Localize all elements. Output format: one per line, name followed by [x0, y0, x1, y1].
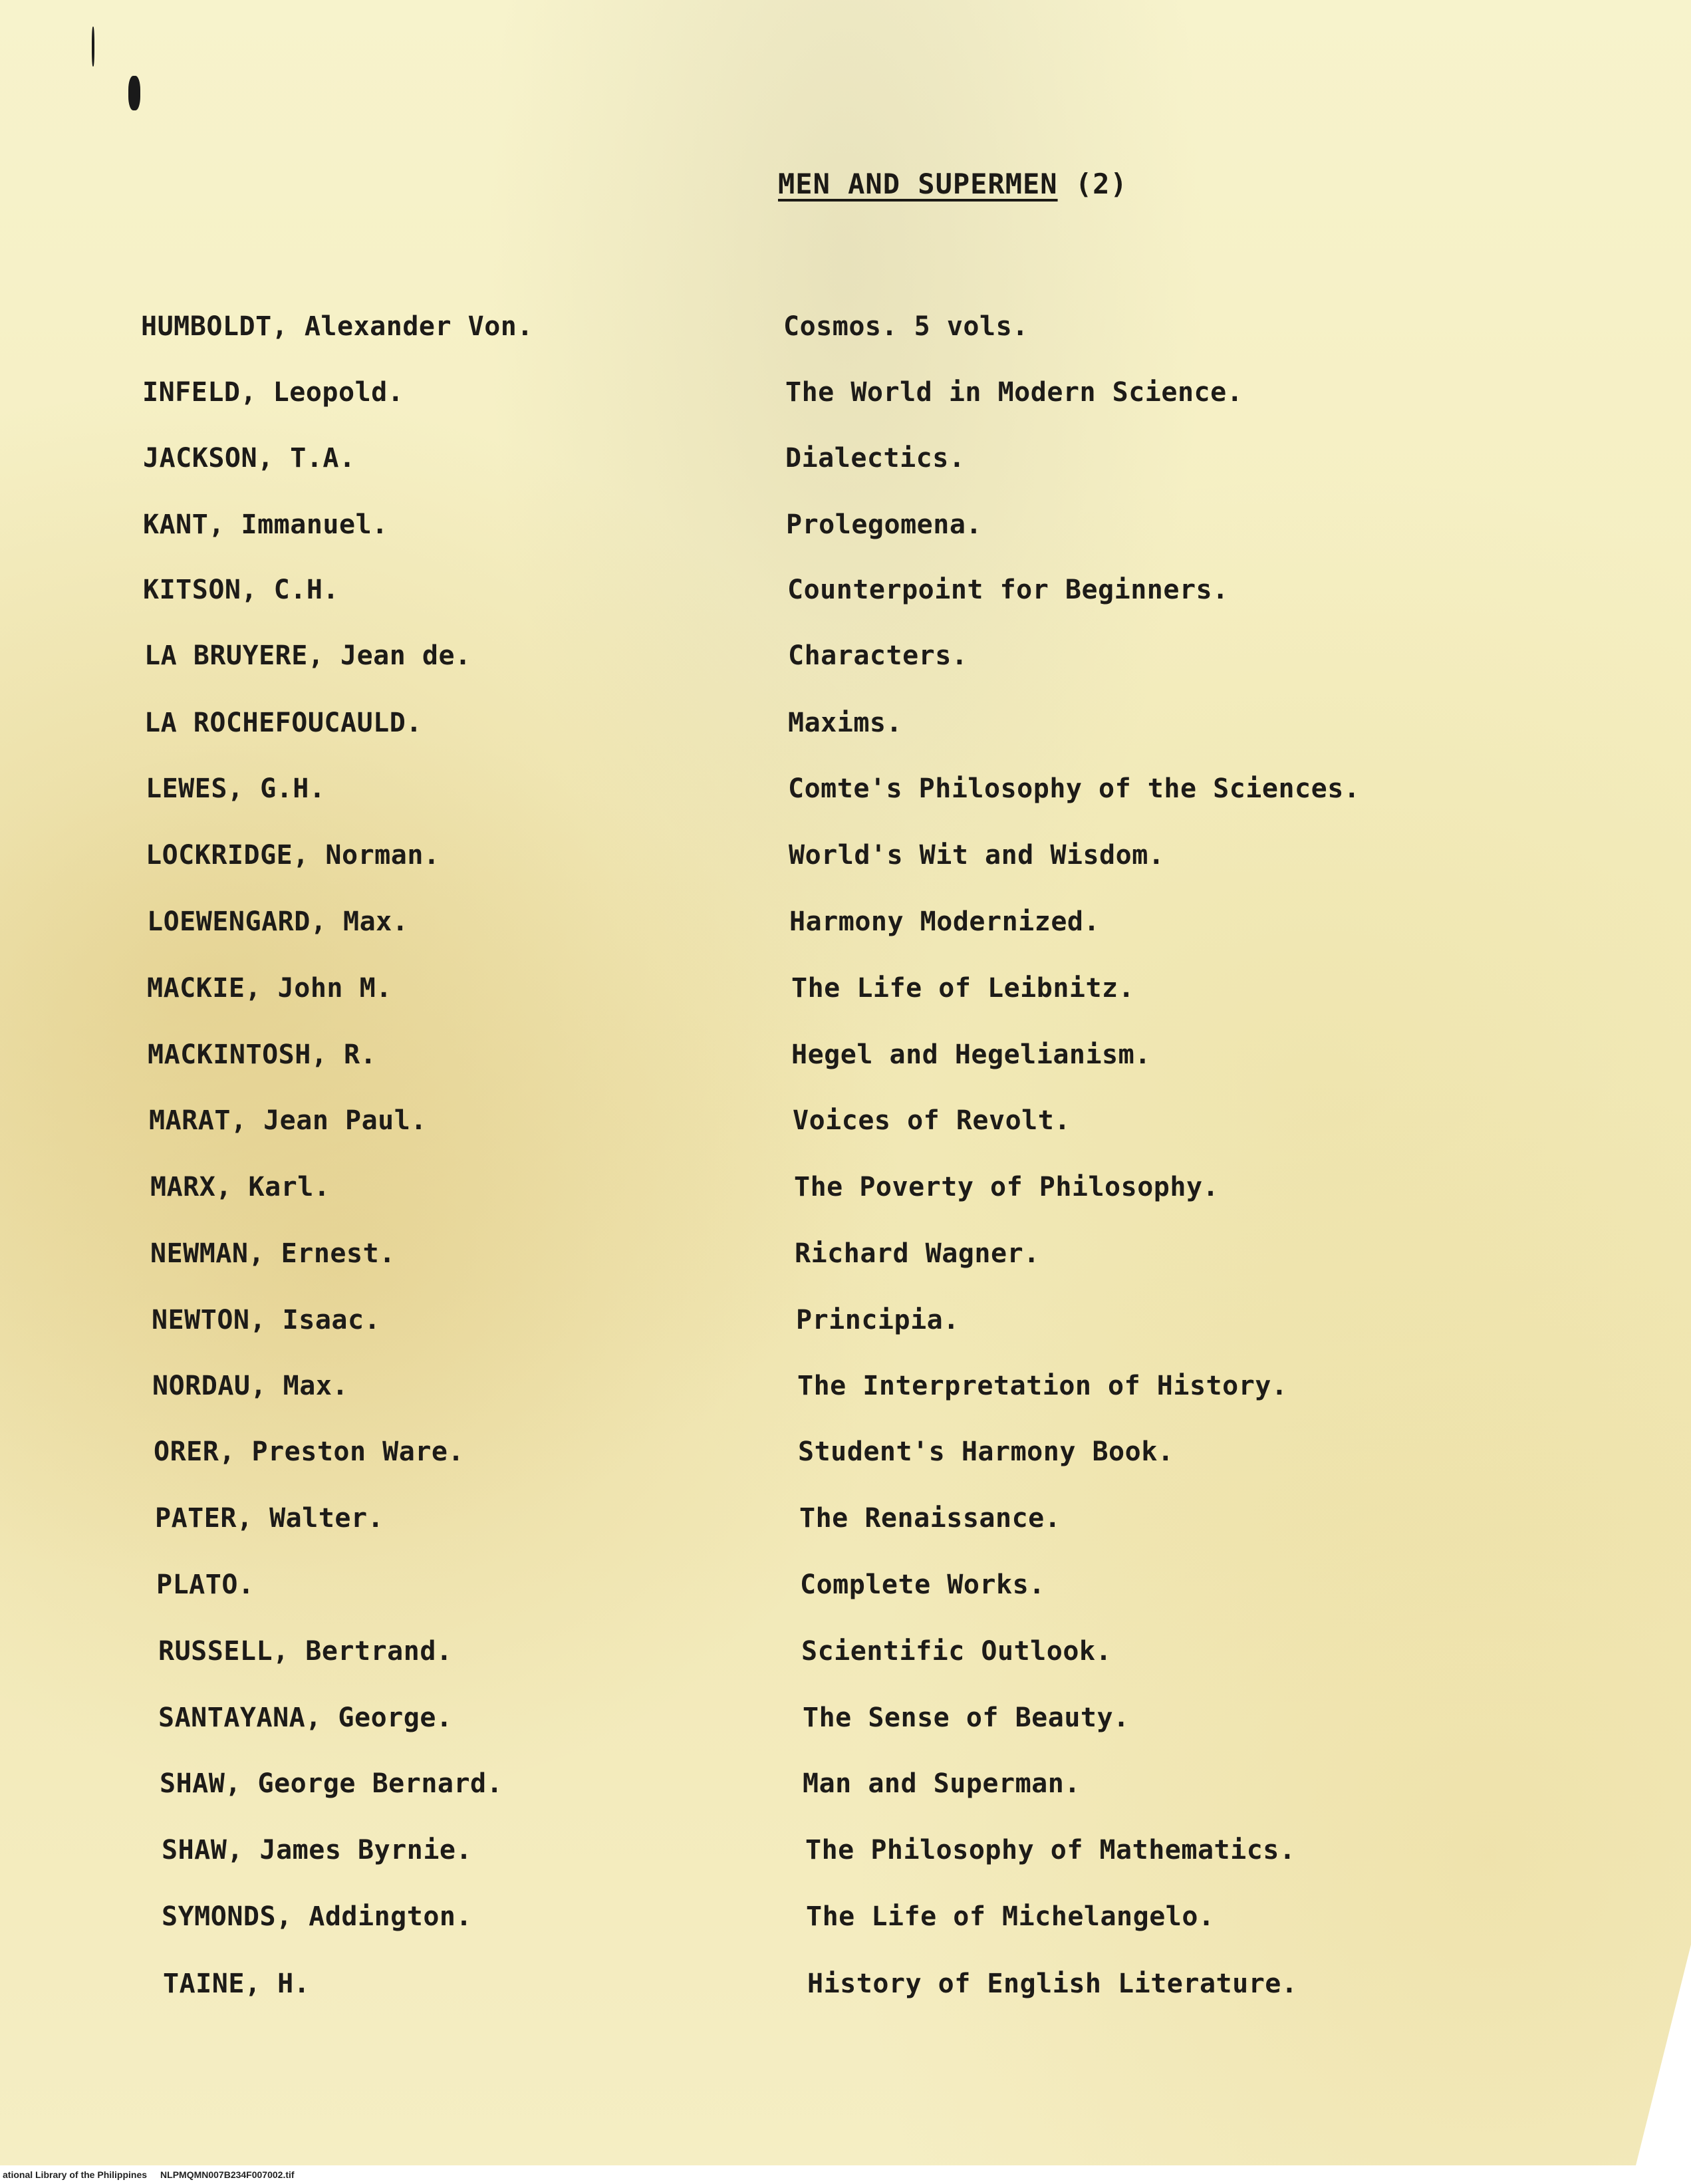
entry-work: Complete Works. [800, 1570, 1045, 1600]
list-item [0, 1570, 1691, 1609]
entry-work: The Poverty of Philosophy. [794, 1172, 1220, 1202]
list-item [0, 1835, 1691, 1875]
entry-author: KITSON, C.H. [143, 575, 339, 605]
list-item [0, 1371, 1691, 1411]
list-item [0, 1436, 1691, 1476]
entry-work: Dialectics. [785, 443, 966, 474]
entry-author: PLATO. [156, 1570, 255, 1600]
entry-work: The Renaissance. [799, 1503, 1061, 1534]
entry-author: LOEWENGARD, Max. [147, 906, 409, 937]
list-item [0, 1039, 1691, 1079]
entry-author: SYMONDS, Addington. [162, 1901, 473, 1932]
list-item [0, 1636, 1691, 1676]
entry-author: MARAT, Jean Paul. [149, 1105, 427, 1136]
title-suffix: (2) [1075, 168, 1128, 200]
entry-author: INFELD, Leopold. [142, 377, 404, 408]
list-item [0, 377, 1691, 417]
entry-author: LOCKRIDGE, Norman. [146, 840, 440, 871]
entry-work: Hegel and Hegelianism. [791, 1039, 1151, 1070]
entry-work: World's Wit and Wisdom. [789, 840, 1165, 871]
entry-work: Prolegomena. [786, 509, 982, 540]
entry-author: LEWES, G.H. [146, 773, 326, 804]
entry-author: SHAW, James Byrnie. [162, 1835, 473, 1865]
entry-work: Cosmos. 5 vols. [783, 311, 1029, 342]
entry-work: Richard Wagner. [795, 1238, 1040, 1269]
entry-author: SANTAYANA, George. [158, 1703, 453, 1733]
entry-author: LA ROCHEFOUCAULD. [144, 708, 422, 738]
entry-work: Counterpoint for Beginners. [787, 575, 1229, 605]
list-item [0, 708, 1691, 748]
list-item [0, 773, 1691, 813]
entry-author: MARX, Karl. [150, 1172, 330, 1202]
footer-library: ational Library of the Philippines [3, 2169, 148, 2180]
entry-work: Scientific Outlook. [801, 1636, 1112, 1667]
entry-work: The Life of Michelangelo. [806, 1901, 1215, 1932]
entry-author: ORER, Preston Ware. [154, 1436, 465, 1467]
list-item [0, 1969, 1691, 2008]
torn-corner [1631, 1945, 1691, 2184]
entry-author: HUMBOLDT, Alexander Von. [141, 311, 533, 342]
list-item [0, 443, 1691, 483]
entry-work: Principia. [796, 1305, 960, 1335]
footer-file-id: NLPMQMN007B234F007002.tif [160, 2169, 295, 2180]
entry-work: History of English Literature. [807, 1969, 1298, 1999]
entry-work: Man and Superman. [803, 1768, 1081, 1799]
list-item [0, 1703, 1691, 1742]
list-item [0, 1768, 1691, 1808]
list-item [0, 840, 1691, 880]
list-item [0, 1105, 1691, 1145]
entry-work: Harmony Modernized. [789, 906, 1101, 937]
entry-work: Voices of Revolt. [793, 1105, 1071, 1136]
entry-work: Student's Harmony Book. [798, 1436, 1174, 1467]
entry-author: KANT, Immanuel. [143, 509, 388, 540]
entry-work: The Life of Leibnitz. [791, 973, 1135, 1004]
entry-author: PATER, Walter. [155, 1503, 384, 1534]
entry-work: Maxims. [788, 708, 903, 738]
list-item [0, 1172, 1691, 1212]
list-item [0, 311, 1691, 351]
entry-author: NEWMAN, Ernest. [150, 1238, 396, 1269]
list-item [0, 509, 1691, 549]
list-item [0, 1901, 1691, 1941]
entry-work: The Sense of Beauty. [803, 1703, 1130, 1733]
list-item [0, 1305, 1691, 1345]
entry-work: The Interpretation of History. [797, 1371, 1288, 1401]
entry-author: TAINE, H. [163, 1969, 311, 1999]
entry-author: JACKSON, T.A. [143, 443, 356, 474]
title-main: MEN AND SUPERMEN [778, 168, 1058, 200]
entry-author: RUSSELL, Bertrand. [158, 1636, 453, 1667]
list-item [0, 575, 1691, 614]
entry-work: The Philosophy of Mathematics. [805, 1835, 1296, 1865]
list-item [0, 906, 1691, 946]
list-item [0, 640, 1691, 680]
entry-author: SHAW, George Bernard. [160, 1768, 503, 1799]
scan-footer [3, 2169, 295, 2180]
entry-author: NEWTON, Isaac. [152, 1305, 381, 1335]
list-item [0, 1503, 1691, 1543]
entry-work: Characters. [788, 640, 968, 671]
list-item [0, 973, 1691, 1013]
list-item [0, 1238, 1691, 1278]
entry-author: MACKINTOSH, R. [148, 1039, 377, 1070]
entry-author: MACKIE, John M. [147, 973, 392, 1004]
entry-work: Comte's Philosophy of the Sciences. [788, 773, 1361, 804]
entry-author: LA BRUYERE, Jean de. [144, 640, 471, 671]
entry-author: NORDAU, Max. [152, 1371, 348, 1401]
entry-work: The World in Modern Science. [785, 377, 1243, 408]
